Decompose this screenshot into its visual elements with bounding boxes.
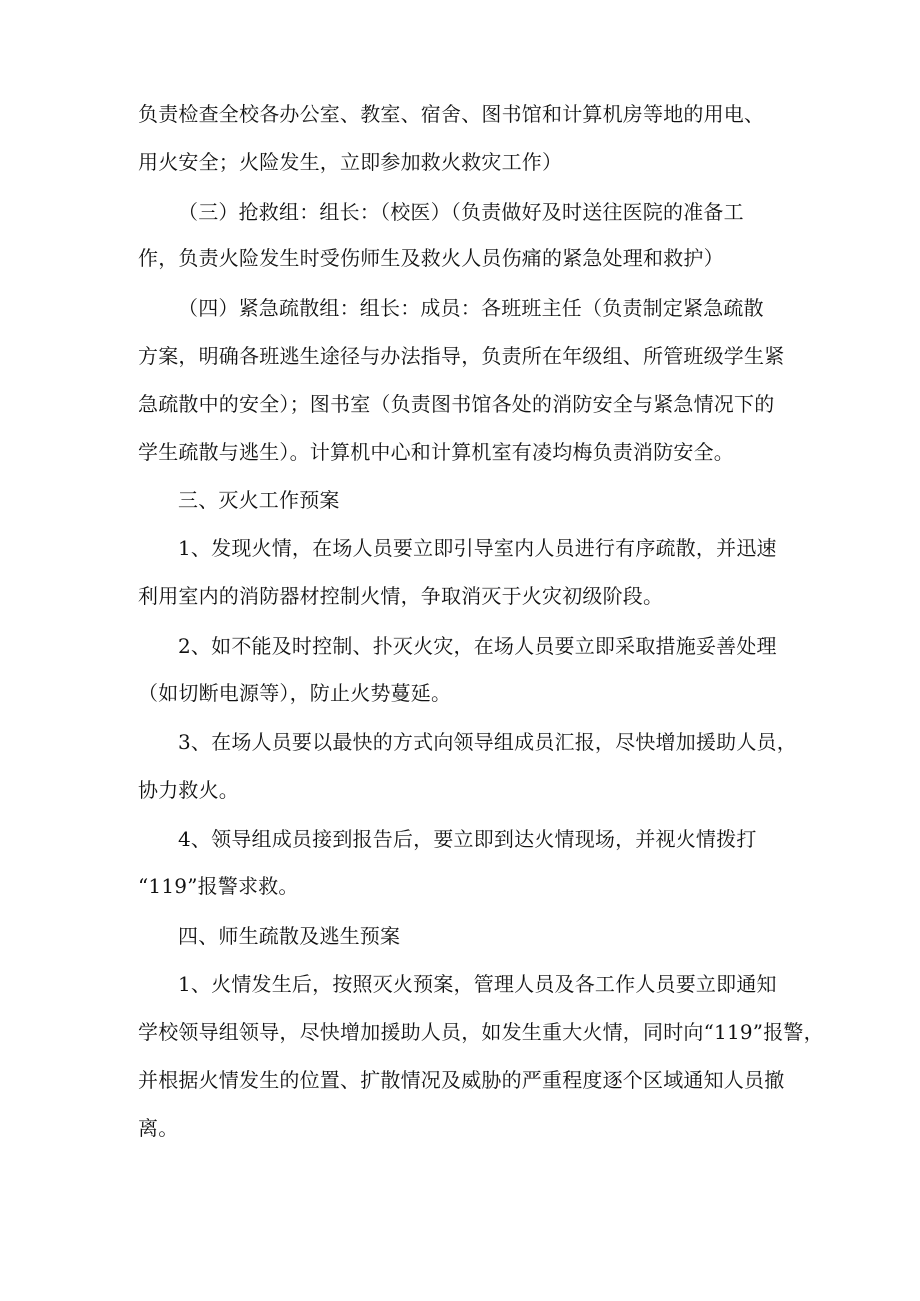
text-line: 3、在场人员要以最快的方式向领导组成员汇报，尽快增加援助人员， (178, 730, 797, 754)
text-line: 学生疏散与逃生）。计算机中心和计算机室有凌均梅负责消防安全。 (138, 440, 734, 464)
section-heading: 三、灭火工作预案 (178, 488, 340, 512)
text-line: 用火安全；火险发生，立即参加救火救灾工作） (138, 150, 563, 174)
text-line: 1、发现火情，在场人员要立即引导室内人员进行有序疏散，并迅速 (178, 536, 777, 560)
text-line: 并根据火情发生的位置、扩散情况及威胁的严重程度逐个区域通知人员撤 (138, 1068, 785, 1092)
text-line: 协力救火。 (138, 778, 239, 802)
text-line: 急疏散中的安全）；图书室（负责图书馆各处的消防安全与紧急情况下的 (138, 392, 775, 416)
text-line: 4、领导组成员接到报告后，要立即到达火情现场，并视火情拨打 (178, 827, 757, 851)
text-line: 离。 (138, 1116, 179, 1140)
text-line: “119”报警求救。 (138, 874, 299, 898)
text-line: （四）紧急疏散组：组长：成员：各班班主任（负责制定紧急疏散 (178, 296, 764, 320)
text-line: 2、如不能及时控制、扑灭火灾，在场人员要立即采取措施妥善处理 (178, 634, 777, 658)
text-line: 负责检查全校各办公室、教室、宿舍、图书馆和计算机房等地的用电、 (138, 102, 765, 126)
text-line: 作，负责火险发生时受伤师生及救火人员伤痛的紧急处理和救护） (138, 246, 724, 270)
section-heading: 四、师生疏散及逃生预案 (178, 924, 401, 948)
text-line: 1、火情发生后，按照灭火预案，管理人员及各工作人员要立即通知 (178, 972, 777, 996)
text-line: （三）抢救组：组长：（校医）（负责做好及时送往医院的准备工 (178, 200, 744, 224)
text-line: 方案，明确各班逃生途径与办法指导，负责所在年级组、所管班级学生紧 (138, 344, 785, 368)
text-line: 学校领导组领导，尽快增加援助人员，如发生重大火情，同时向“119”报警， (138, 1020, 824, 1044)
text-line: 利用室内的消防器材控制火情，争取消灭于火灾初级阶段。 (138, 584, 664, 608)
text-line: （如切断电源等），防止火势蔓延。 (138, 681, 452, 705)
